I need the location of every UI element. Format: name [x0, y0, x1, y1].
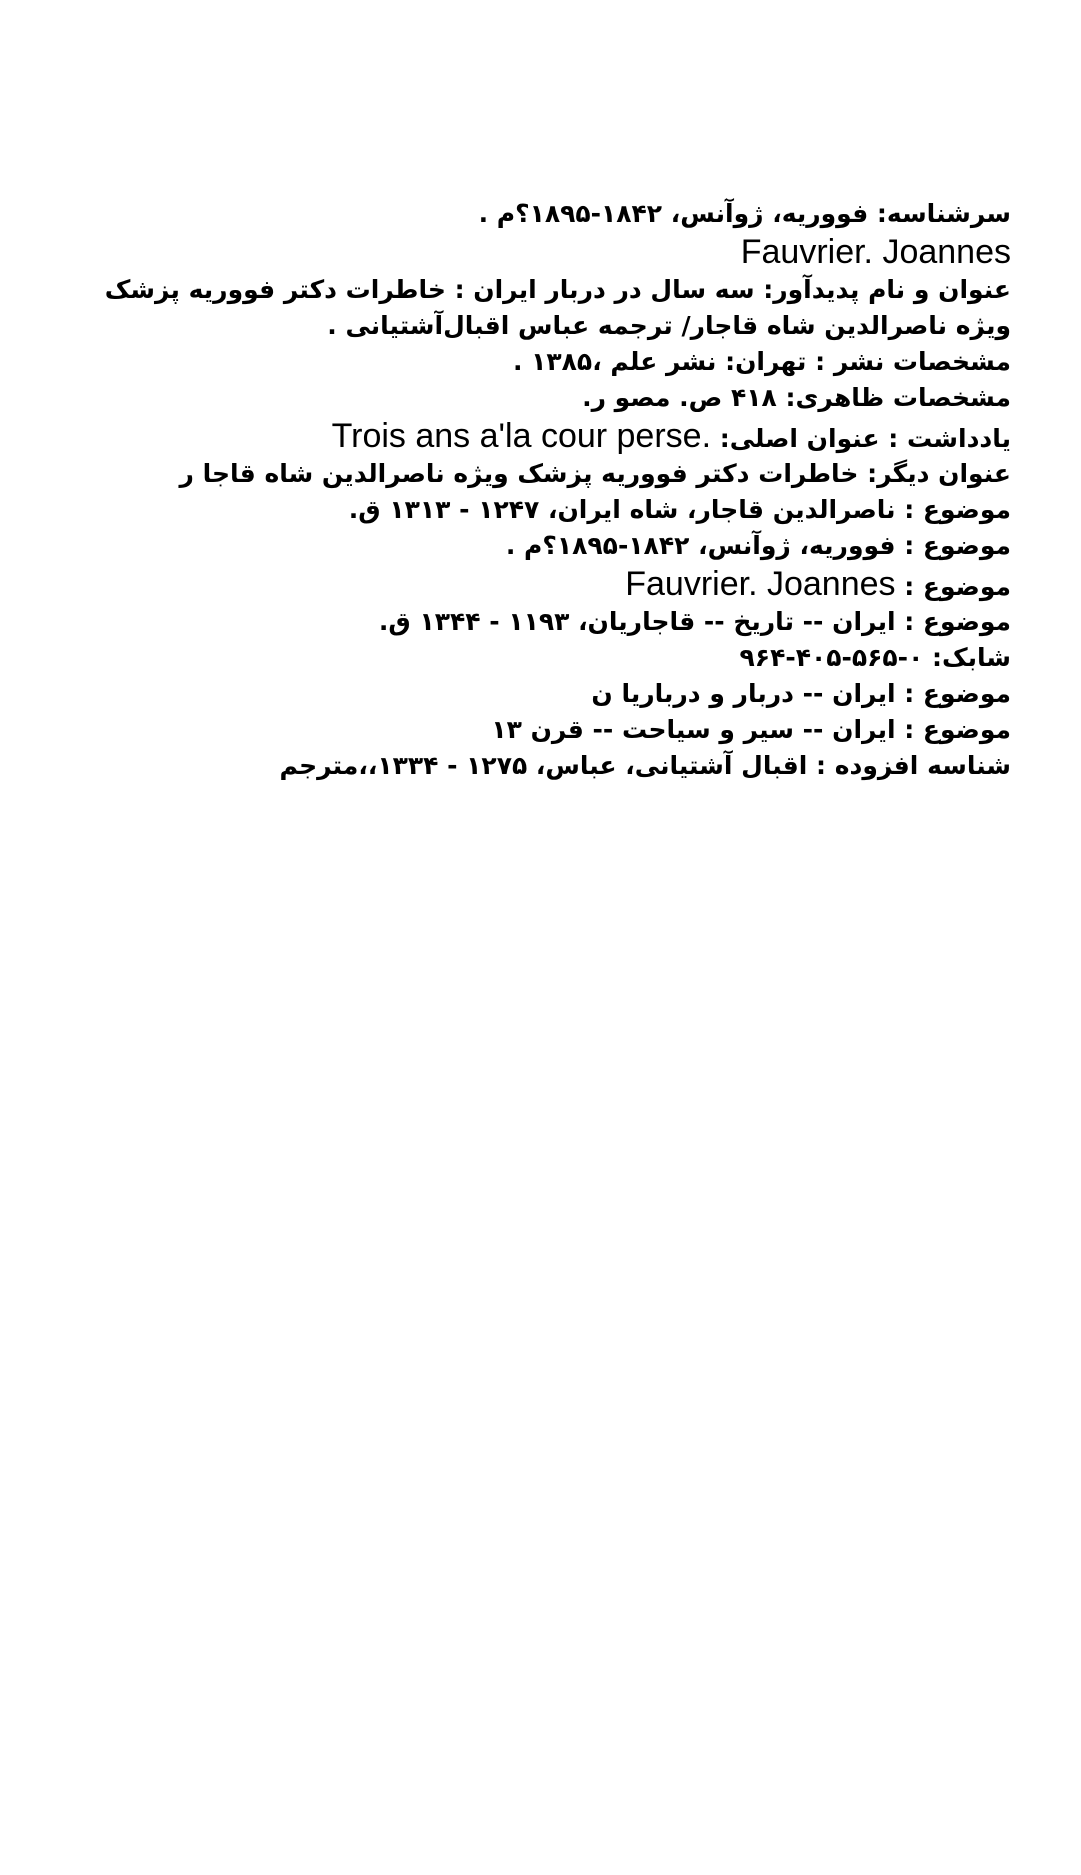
subject-line-5: موضوع : ایران -- دربار و درباریا ن — [591, 679, 1011, 708]
subject-3-latin: Fauvrier. Joannes — [625, 565, 896, 603]
physical-description-line: مشخصات ظاهری: ۴۱۸ ص. مصو ر. — [582, 383, 1011, 412]
subject-line-3 — [211, 564, 1011, 604]
subject-3-label: موضوع : — [904, 572, 1011, 601]
subject-line-4: موضوع : ایران -- تاریخ -- قاجاریان، ۱۱۹۳ - ۱۳۴۴ ق. — [378, 607, 1011, 636]
added-entry-line: شناسه افزوده : اقبال آشتیانی، عباس، ۱۲۷۵ - ۱۳۳۴،،مترجم — [279, 751, 1011, 780]
catalog-record — [104, 196, 1011, 784]
other-title-line: عنوان دیگر: خاطرات دکتر فووریه پزشک ویژه ناصرالدین شاه قاجا ر — [179, 459, 1011, 488]
publication-line: مشخصات نشر : تهران: نشر علم ،۱۳۸۵ . — [512, 347, 1011, 376]
subject-line-2: موضوع : فووریه، ژوآنس، ۱۸۴۲-۱۸۹۵؟م . — [505, 531, 1011, 560]
subject-line-6: موضوع : ایران -- سیر و سیاحت -- قرن ۱۳ — [491, 715, 1011, 744]
note-label: یادداشت : عنوان اصلی: — [719, 424, 1011, 453]
title-line-1: عنوان و نام پدیدآور: سه سال در دربار ایران : خاطرات دکتر فووریه پزشک — [104, 275, 1011, 304]
subject-line-1: موضوع : ناصرالدین قاجار، شاه ایران، ۱۲۴۷ - ۱۳۱۳ ق. — [348, 495, 1011, 524]
isbn-line: شابک: ۰-۵۶۵-۴۰۵-۹۶۴ — [739, 643, 1011, 672]
heading-line: سرشناسه: فووریه، ژوآنس، ۱۸۴۲-۱۸۹۵؟م . — [478, 199, 1011, 228]
note-original-title: Trois ans a'la cour perse. — [331, 417, 712, 455]
note-line — [211, 416, 1011, 456]
heading-latin-line: Fauvrier. Joannes — [740, 233, 1011, 271]
title-line-2: ویژه ناصرالدین شاه قاجار/ ترجمه عباس اقبال‌آشتیانی . — [327, 311, 1011, 340]
